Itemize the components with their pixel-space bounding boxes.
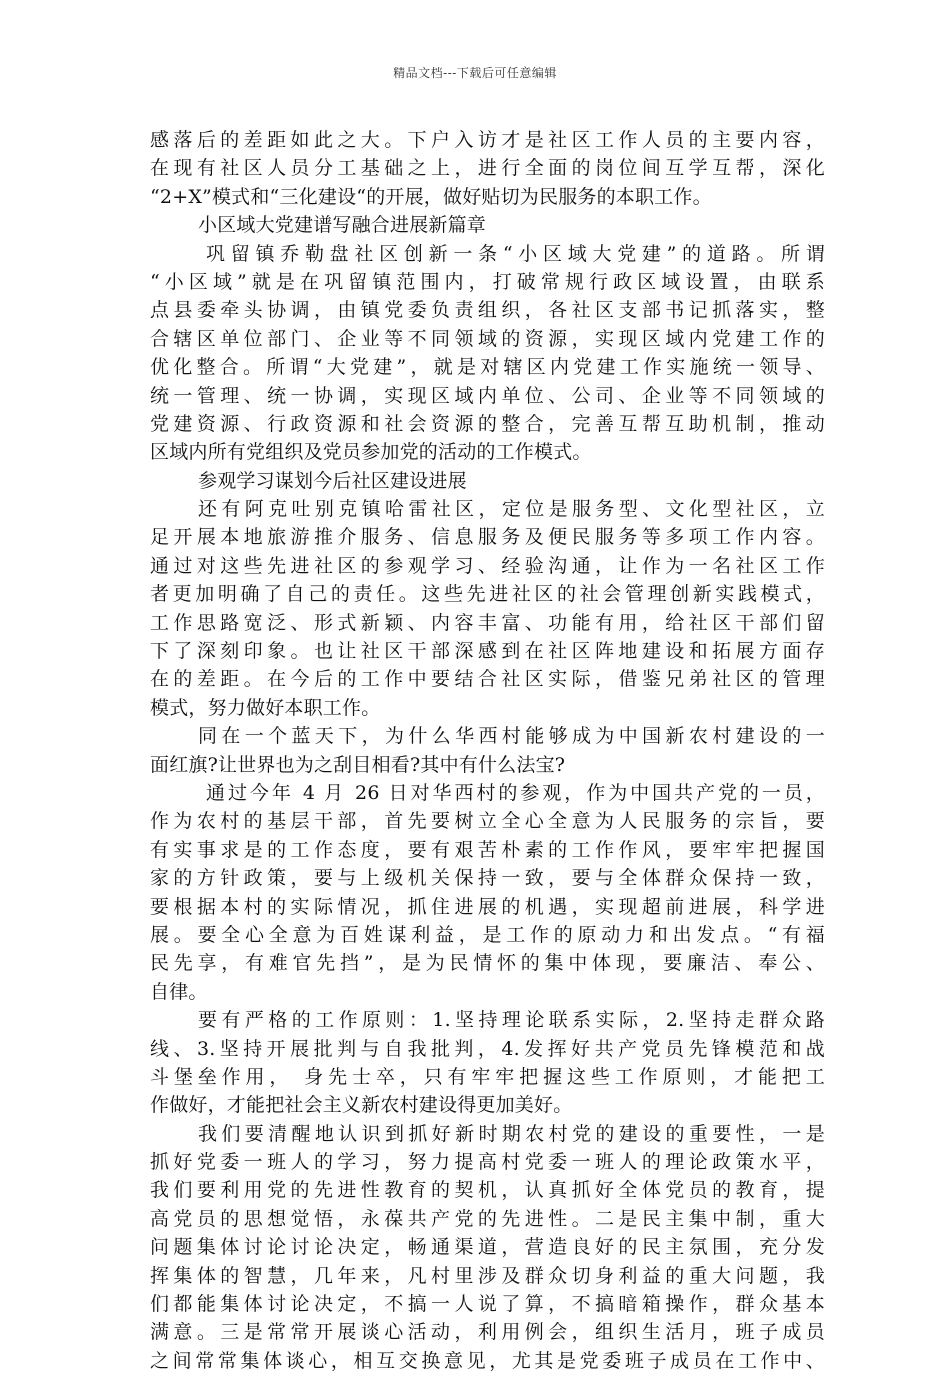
- body-text: [150, 126, 825, 1375]
- text-line: 小区域大党建谱写融合进展新篇章: [198, 214, 487, 237]
- text-line: 巩留镇乔勒盘社区创新一条“小区域大党建”的道路。所谓: [206, 242, 825, 265]
- text-line: 感落后的差距如此之大。下户入访才是社区工作人员的主要内容，: [150, 129, 825, 151]
- text-line: 高党员的思想觉悟，永葆共产党的先进性。二是民主集中制，重大: [150, 1207, 825, 1230]
- text-line: 挥集体的智慧，几年来，凡村里涉及群众切身利益的重大问题，我: [150, 1264, 825, 1287]
- text-line: 工作思路宽泛、形式新颖、内容丰富、功能有用，给社区干部们留: [150, 611, 825, 634]
- text-line: 作为农村的基层干部，首先要树立全心全意为人民服务的宗旨，要: [150, 810, 825, 833]
- text-line: 下了深刻印象。也让社区干部深感到在社区阵地建设和拓展方面存: [150, 640, 825, 663]
- text-line: 统一管理、统一协调，实现区域内单位、公司、企业等不同领域的: [150, 384, 825, 407]
- text-line: 问题集体讨论讨论决定，畅通渠道，营造良好的民主氛围，充分发: [150, 1236, 825, 1259]
- text-line: “2+X”模式和“三化建设“的开展，做好贴切为民服务的本职工作。: [150, 185, 712, 208]
- text-line: 要根据本村的实际情况，抓住进展的机遇，实现超前进展，科学进: [150, 895, 825, 918]
- text-line: 家的方针政策，要与上级机关保持一致，要与全体群众保持一致，: [150, 867, 825, 890]
- text-line: 足开展本地旅游推介服务、信息服务及便民服务等多项工作内容。: [150, 526, 825, 549]
- text-line: 要有严格的工作原则：1.坚持理论联系实际，2.坚持走群众路: [198, 1009, 825, 1032]
- text-line: 面红旗?让世界也为之刮目相看?其中有什么法宝?: [150, 753, 566, 776]
- text-line: 在现有社区人员分工基础之上，进行全面的岗位间互学互帮，深化: [150, 157, 825, 180]
- text-line: 同在一个蓝天下，为什么华西村能够成为中国新农村建设的一: [198, 725, 825, 748]
- text-line: 通过今年 4 月 26 日对华西村的参观，作为中国共产党的一员，: [206, 781, 825, 804]
- text-line: 者更加明确了自己的责任。这些先进社区的社会管理创新实践模式，: [150, 583, 825, 606]
- text-line: 抓好党委一班人的学习，努力提高村党委一班人的理论政策水平，: [150, 1151, 825, 1174]
- text-line: 之间常常集体谈心，相互交换意见，尤其是党委班子成员在工作中、: [150, 1349, 825, 1372]
- text-line: “小区域”就是在巩留镇范围内，打破常规行政区域设置，由联系: [150, 270, 825, 293]
- text-line: 自律。: [150, 980, 208, 1003]
- text-line: 我们要清醒地认识到抓好新时期农村党的建设的重要性，一是: [198, 1122, 825, 1145]
- page-header: 精品文档---下载后可任意编辑: [393, 66, 557, 80]
- text-line: 党建资源、行政资源和社会资源的整合，完善互帮互助机制，推动: [150, 412, 825, 435]
- text-line: 斗堡垒作用， 身先士卒，只有牢牢把握这些工作原则，才能把工: [150, 1065, 825, 1088]
- text-line: 满意。三是常常开展谈心活动，利用例会，组织生活月，班子成员: [150, 1321, 825, 1344]
- text-line: 点县委牵头协调，由镇党委负责组织，各社区支部书记抓落实，整: [150, 299, 825, 322]
- text-line: 有实事求是的工作态度，要有艰苦朴素的工作作风，要牢牢把握国: [150, 838, 825, 861]
- text-line: 参观学习谋划今后社区建设进展: [198, 469, 467, 492]
- text-line: 优化整合。所谓“大党建”，就是对辖区内党建工作实施统一领导、: [150, 356, 825, 379]
- text-line: 线、3.坚持开展批判与自我批判，4.发挥好共产党员先锋模范和战: [150, 1037, 825, 1060]
- text-line: 合辖区单位部门、企业等不同领域的资源，实现区域内党建工作的: [150, 327, 825, 350]
- text-line: 作做好，才能把社会主义新农村建设得更加美好。: [150, 1094, 573, 1117]
- text-line: 民先享，有难官先挡”，是为民情怀的集中体现，要廉洁、奉公、: [150, 952, 825, 975]
- text-line: 区域内所有党组织及党员参加党的活动的工作模式。: [150, 441, 592, 464]
- text-line: 展。要全心全意为百姓谋利益，是工作的原动力和出发点。“有福: [150, 923, 825, 946]
- text-line: 模式，努力做好本职工作。: [150, 696, 381, 719]
- text-line: 还有阿克吐别克镇哈雷社区，定位是服务型、文化型社区，立: [198, 498, 825, 521]
- text-line: 在的差距。在今后的工作中要结合社区实际，借鉴兄弟社区的管理: [150, 668, 825, 691]
- text-line: 我们要利用党的先进性教育的契机，认真抓好全体党员的教育，提: [150, 1179, 825, 1202]
- text-line: 们都能集体讨论决定，不搞一人说了算，不搞暗箱操作，群众基本: [150, 1293, 825, 1316]
- text-line: 通过对这些先进社区的参观学习、经验沟通，让作为一名社区工作: [150, 554, 825, 577]
